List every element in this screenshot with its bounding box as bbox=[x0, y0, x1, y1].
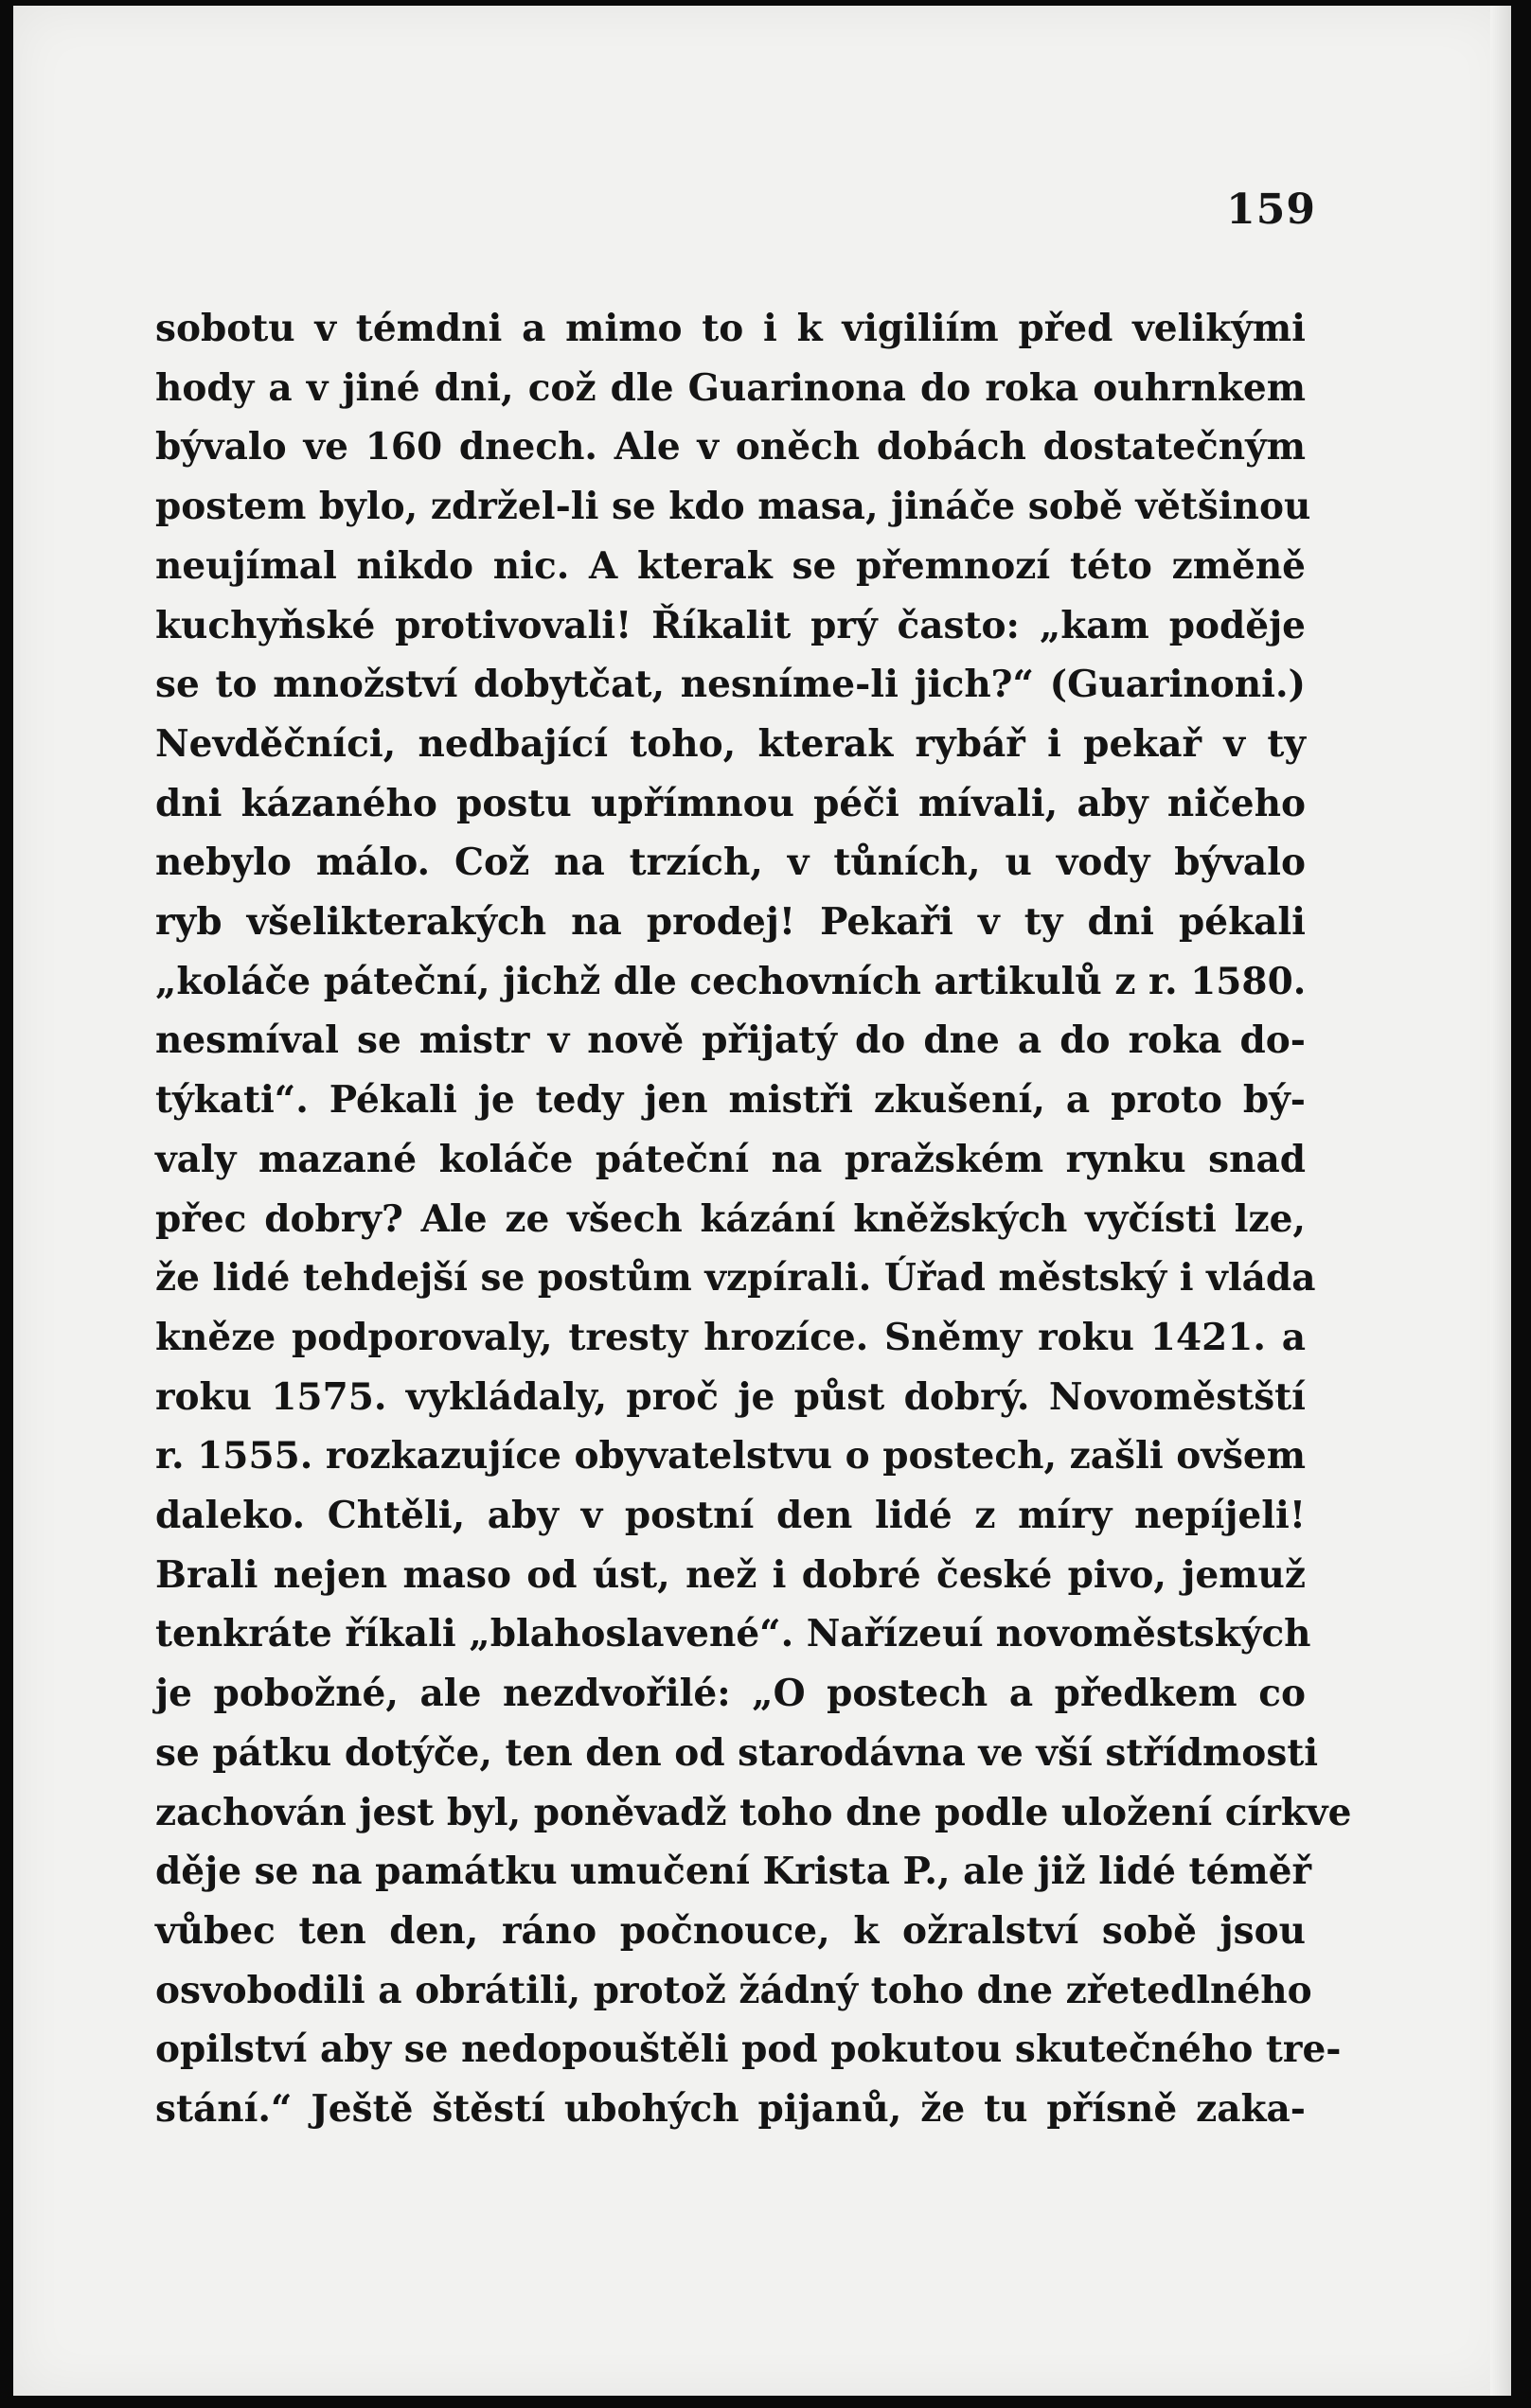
text-line: opilství aby se nedopouštěli pod pokutou skutečného tre- bbox=[155, 2027, 1342, 2072]
text-line: je pobožné, ale nezdvořilé: „O postech a předkem co bbox=[155, 1672, 1306, 1716]
text-line: Nevděčníci, nedbající toho, kterak rybář i pekař v ty bbox=[155, 721, 1306, 766]
text-line: roku 1575. vykládaly, proč je půst dobrý. Novoměstští bbox=[155, 1374, 1306, 1419]
text-line: vůbec ten den, ráno počnouce, k ožralství sobě jsou bbox=[155, 1908, 1306, 1953]
text-line: nesmíval se mistr v nově přijatý do dne a do roka do- bbox=[155, 1018, 1306, 1063]
text-line: dni kázaného postu upřímnou péči mívali, aby ničeho bbox=[155, 781, 1306, 825]
page-number: 159 bbox=[1226, 186, 1316, 234]
text-line: „koláče páteční, jichž dle cechovních artikulů z r. 1580. bbox=[155, 959, 1307, 1003]
text-line: zachován jest byl, poněvadž toho dne podle uložení církve bbox=[155, 1790, 1352, 1834]
text-line: kuchyňské protivovali! Říkalit prý často: „kam poděje bbox=[155, 603, 1306, 647]
text-line: se to množství dobytčat, nesníme-li jich?“ (Guarinoni.) bbox=[155, 663, 1306, 707]
body-text bbox=[155, 299, 1352, 2139]
text-line: týkati“. Pékali je tedy jen mistři zkušení, a proto bý- bbox=[155, 1078, 1306, 1123]
text-line: bývalo ve 160 dnech. Ale v oněch dobách dostatečným bbox=[155, 425, 1306, 469]
text-line: r. 1555. rozkazujíce obyvatelstvu o postech, zašli ovšem bbox=[155, 1434, 1306, 1478]
text-line: přec dobry? Ale ze všech kázání kněžských vyčísti lze, bbox=[155, 1196, 1306, 1241]
text-line: tenkráte říkali „blahoslavené“. Nařízeuí novoměstských bbox=[155, 1612, 1311, 1656]
text-line: sobotu v témdni a mimo to i k vigiliím před velikými bbox=[155, 307, 1306, 350]
text-line: kněze podporovaly, tresty hrozíce. Sněmy roku 1421. a bbox=[155, 1315, 1306, 1359]
text-line: hody a v jiné dni, což dle Guarinona do roka ouhrnkem bbox=[155, 365, 1306, 410]
text-line: děje se na památku umučení Krista P., ale již lidé téměř bbox=[155, 1850, 1312, 1894]
text-line: ryb všelikterakých na prodej! Pekaři v ty dni pékali bbox=[155, 900, 1306, 945]
text-line: neujímal nikdo nic. A kterak se přemnozí této změně bbox=[155, 543, 1306, 588]
text-line: nebylo málo. Což na trzích, v tůních, u vody bývalo bbox=[155, 841, 1306, 885]
text-line: stání.“ Ještě štěstí ubohých pijanů, že tu přísně zaka- bbox=[155, 2087, 1306, 2132]
text-line: daleko. Chtěli, aby v postní den lidé z míry nepíjeli! bbox=[155, 1494, 1306, 1538]
text-line: postem bylo, zdržel-li se kdo masa, jináče sobě většinou bbox=[155, 485, 1311, 529]
text-line: osvobodili a obrátili, protož žádný toho dne zřetedlného bbox=[155, 1968, 1312, 2012]
book-page bbox=[13, 6, 1511, 2396]
text-line: že lidé tehdejší se postům vzpírali. Úřad městský i vláda bbox=[155, 1256, 1316, 1301]
text-line: se pátku dotýče, ten den od starodávna ve vší střídmosti bbox=[155, 1730, 1319, 1775]
text-line: valy mazané koláče páteční na pražském rynku snad bbox=[155, 1137, 1306, 1181]
text-line: Brali nejen maso od úst, než i dobré české pivo, jemuž bbox=[155, 1552, 1306, 1597]
page-edge-shadow bbox=[1490, 6, 1511, 2396]
